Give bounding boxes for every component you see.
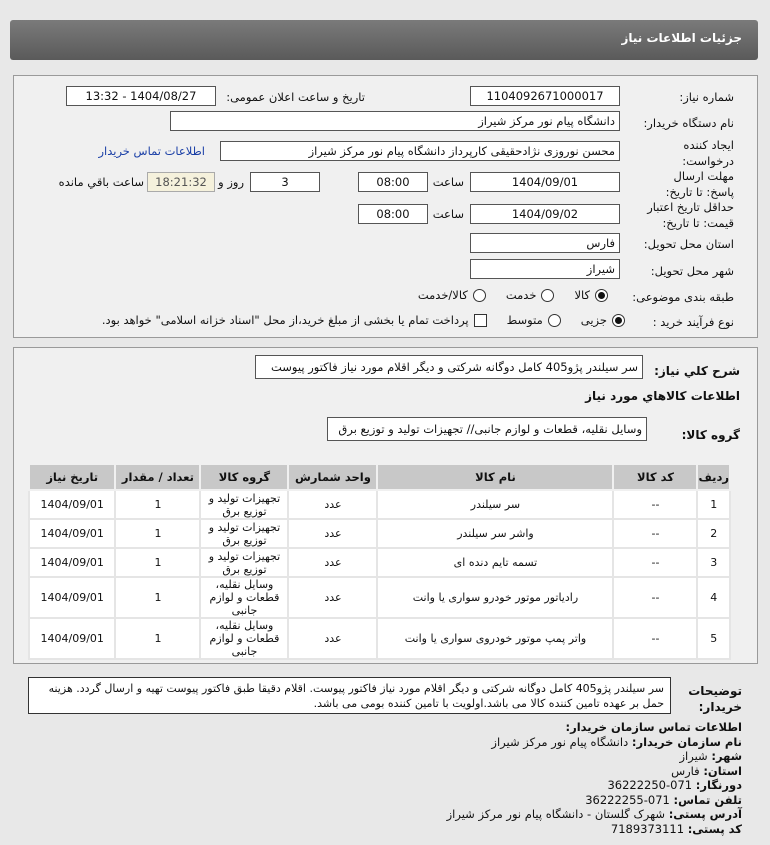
item-date: 1404/09/01 — [29, 618, 115, 659]
item-group: تجهیزات تولید و توزیع برق — [200, 548, 288, 577]
buyer-contact-section — [42, 720, 742, 836]
contact-item — [42, 778, 742, 793]
col-qty: تعداد / مقدار — [115, 464, 200, 490]
validity-date-field[interactable]: 1404/09/02 — [470, 204, 620, 224]
contact-item — [42, 764, 742, 779]
deadline-date-field[interactable]: 1404/09/01 — [470, 172, 620, 192]
row-number: 4 — [697, 577, 730, 618]
contact-value: 071-36222255 — [585, 792, 670, 807]
notes-label: توضیحات خریدار: — [688, 684, 742, 714]
remaining-label: ساعت باقي مانده — [58, 175, 144, 189]
validity-time-label: ساعت — [432, 207, 464, 221]
buyer-label: نام دستگاه خریدار: — [643, 116, 734, 130]
row-number: 3 — [697, 548, 730, 577]
goods-table — [28, 463, 731, 660]
item-name: واتر پمپ موتور خودروی سواری یا وانت — [377, 618, 613, 659]
item-date: 1404/09/01 — [29, 490, 115, 519]
radio-goods-service[interactable] — [473, 289, 486, 302]
item-group: وسایل نقلیه، قطعات و لوازم جانبی — [200, 618, 288, 659]
item-group: تجهیزات تولید و توزیع برق — [200, 519, 288, 548]
need-number-label: شماره نیاز: — [679, 90, 734, 104]
process-label: نوع فرآیند خرید : — [652, 315, 734, 329]
table-row — [29, 618, 730, 659]
contact-key: نام سازمان خریدار: — [631, 734, 742, 749]
contact-item — [42, 793, 742, 808]
item-code: -- — [613, 548, 697, 577]
remaining-timer: 18:21:32 — [147, 172, 215, 192]
radio-service[interactable] — [541, 289, 554, 302]
buyer-field[interactable]: دانشگاه پیام نور مرکز شیراز — [170, 111, 620, 131]
radio-goods[interactable] — [595, 289, 608, 302]
deadline-label: مهلت ارسال پاسخ: تا تاریخ: — [665, 169, 734, 199]
item-date: 1404/09/01 — [29, 548, 115, 577]
summary-field[interactable]: سر سیلندر پژو405 کامل دوگانه شرکتی و دیگر اقلام مورد نیاز فاکتور پیوست — [255, 355, 643, 379]
item-date: 1404/09/01 — [29, 519, 115, 548]
item-unit: عدد — [288, 548, 377, 577]
col-row: ردیف — [697, 464, 730, 490]
row-number: 5 — [697, 618, 730, 659]
item-code: -- — [613, 519, 697, 548]
radio-minor[interactable] — [612, 314, 625, 327]
validity-time-field[interactable]: 08:00 — [358, 204, 428, 224]
contact-key: شهر: — [711, 749, 742, 763]
deadline-time-field[interactable]: 08:00 — [358, 172, 428, 192]
contact-value: 071-36222250 — [607, 778, 693, 792]
group-label: گروه کالا: — [681, 428, 740, 442]
col-code: کد کالا — [613, 464, 697, 490]
contact-value: شهرک گلستان - دانشگاه پیام نور مرکز شیراز — [446, 807, 666, 821]
col-name: نام کالا — [377, 464, 613, 490]
contact-value: 7189373111 — [610, 821, 685, 836]
col-group: گروه کالا — [200, 464, 288, 490]
contact-value: فارس — [671, 763, 700, 778]
contact-item — [42, 822, 742, 837]
contact-value: دانشگاه پیام نور مرکز شیراز — [491, 734, 629, 749]
item-name: تسمه تایم دنده ای — [377, 548, 613, 577]
col-unit: واحد شمارش — [288, 464, 377, 490]
contact-item — [42, 749, 742, 764]
treasury-checkbox[interactable] — [474, 314, 487, 327]
contact-item — [42, 735, 742, 750]
row-number: 1 — [697, 490, 730, 519]
item-unit: عدد — [288, 490, 377, 519]
item-name: سر سیلندر — [377, 490, 613, 519]
need-number-field[interactable]: 1104092671000017 — [470, 86, 620, 106]
contact-key: آدرس پستی: — [668, 807, 742, 821]
contact-item — [42, 807, 742, 822]
col-date: تاریخ نیاز — [29, 464, 115, 490]
treasury-note: پرداخت تمام یا بخشی از مبلغ خرید،از محل "اسناد خزانه اسلامی" خواهد بود. — [101, 313, 469, 327]
table-row — [29, 577, 730, 618]
summary-label: شرح کلي نیاز: — [654, 364, 740, 378]
province-label: استان محل تحویل: — [643, 237, 734, 251]
process-radio-group — [102, 313, 625, 327]
creator-label: ایجاد کننده درخواست: — [682, 138, 734, 168]
radio-service-label: خدمت — [505, 288, 537, 302]
page-header: جزئیات اطلاعات نیاز — [10, 20, 758, 60]
deadline-time-label: ساعت — [432, 175, 464, 189]
contact-key: دورنگار: — [695, 778, 742, 792]
item-unit: عدد — [288, 577, 377, 618]
item-date: 1404/09/01 — [29, 577, 115, 618]
contact-key: کد پستی: — [687, 821, 742, 836]
city-field[interactable]: شیراز — [470, 259, 620, 279]
table-row — [29, 490, 730, 519]
contact-value: شیراز — [679, 749, 708, 763]
radio-goods-label: کالا — [574, 288, 590, 302]
item-group: تجهیزات تولید و توزیع برق — [200, 490, 288, 519]
announce-field[interactable]: 1404/08/27 - 13:32 — [66, 86, 216, 106]
item-unit: عدد — [288, 618, 377, 659]
item-code: -- — [613, 490, 697, 519]
item-group: وسایل نقلیه، قطعات و لوازم جانبی — [200, 577, 288, 618]
item-qty: 1 — [115, 519, 200, 548]
announce-label: تاریخ و ساعت اعلان عمومی: — [226, 90, 365, 104]
table-row — [29, 548, 730, 577]
province-field[interactable]: فارس — [470, 233, 620, 253]
category-label: طبقه بندی موضوعی: — [632, 290, 734, 304]
item-code: -- — [613, 577, 697, 618]
item-qty: 1 — [115, 618, 200, 659]
row-number: 2 — [697, 519, 730, 548]
creator-field[interactable]: محسن نوروزی نژادحقیقی کارپرداز دانشگاه پیام نور مرکز شیراز — [220, 141, 620, 161]
item-qty: 1 — [115, 490, 200, 519]
contact-key: تلفن تماس: — [673, 792, 742, 807]
item-unit: عدد — [288, 519, 377, 548]
item-qty: 1 — [115, 548, 200, 577]
category-radio-group — [418, 288, 608, 302]
radio-minor-label: جزیی — [580, 313, 607, 327]
item-name: واشر سر سیلندر — [377, 519, 613, 548]
radio-medium-label: متوسط — [506, 313, 543, 327]
contact-title: اطلاعات تماس سازمان خریدار: — [565, 720, 742, 734]
days-label: روز و — [218, 175, 244, 189]
goods-info-title: اطلاعات کالاهاي مورد نیاز — [585, 389, 740, 403]
radio-medium[interactable] — [548, 314, 561, 327]
radio-goods-service-label: کالا/خدمت — [417, 288, 468, 302]
item-name: رادیاتور موتور خودرو سواری یا وانت — [377, 577, 613, 618]
table-row — [29, 519, 730, 548]
item-qty: 1 — [115, 577, 200, 618]
validity-label: حداقل تاریخ اعتبار قیمت: تا تاریخ: — [647, 200, 734, 230]
contact-key: استان: — [703, 763, 742, 778]
notes-field: سر سیلندر پژو405 کامل دوگانه شرکتی و دیگر اقلام مورد نیاز فاکتور پیوست. اقلام دقیقا طبق فاکتور پیوست تهیه و ارسال گردد. هزینه حمل بر عهده تامین کننده کالا می باشد.اولویت با تامین کننده بومی می باشد. — [28, 677, 671, 714]
city-label: شهر محل تحویل: — [650, 264, 734, 278]
group-field[interactable]: وسایل نقلیه، قطعات و لوازم جانبی// تجهیزات تولید و توزیع برق — [327, 417, 647, 441]
days-field[interactable]: 3 — [250, 172, 320, 192]
item-code: -- — [613, 618, 697, 659]
buyer-contact-link[interactable]: اطلاعات تماس خریدار — [98, 144, 205, 158]
